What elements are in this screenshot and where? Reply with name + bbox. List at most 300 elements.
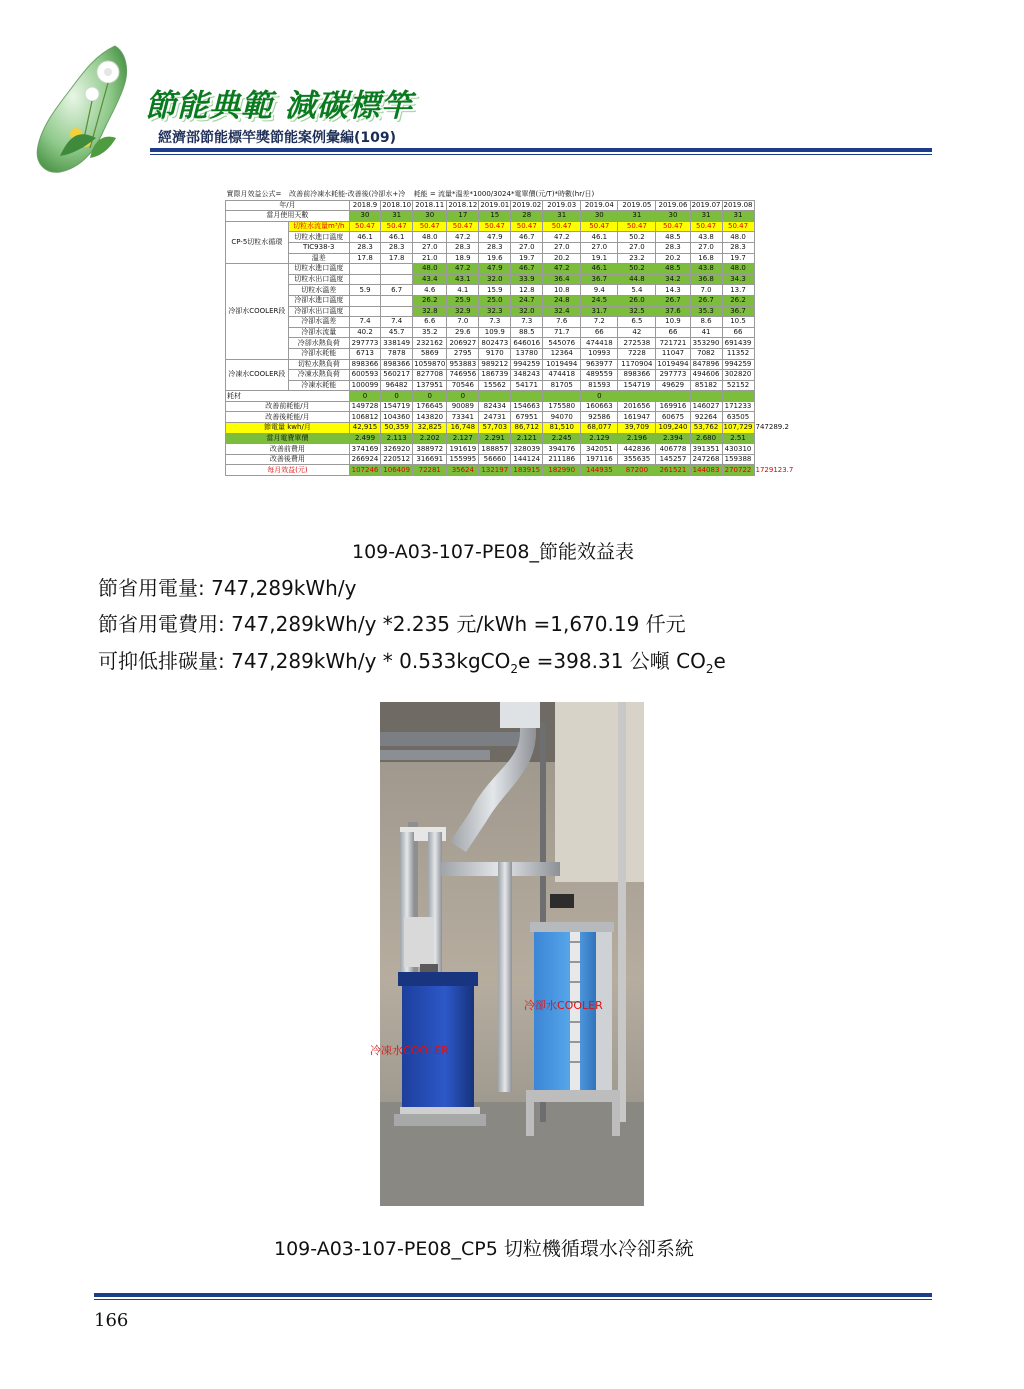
summary-cell: 32,825 bbox=[413, 423, 447, 434]
summary-cell: 68,077 bbox=[581, 423, 618, 434]
summary-cell: 92264 bbox=[690, 412, 722, 423]
data-cell: 24.8 bbox=[543, 295, 581, 306]
cooling-water-group-label: 冷卻水COOLER段 bbox=[226, 264, 289, 359]
data-cell: 16.8 bbox=[690, 253, 722, 264]
savings-spreadsheet bbox=[225, 190, 795, 476]
data-cell: 338149 bbox=[381, 338, 413, 349]
data-cell bbox=[349, 264, 380, 275]
data-cell: 6.7 bbox=[381, 285, 413, 296]
summary-cell: 72281 bbox=[413, 465, 447, 476]
row-label: 冷卻水流量 bbox=[288, 327, 349, 338]
data-cell: 27.0 bbox=[543, 242, 581, 253]
data-cell: 50.47 bbox=[581, 221, 618, 232]
data-cell: 600593 bbox=[349, 370, 380, 381]
data-cell: 48.0 bbox=[722, 232, 754, 243]
summary-cell: 154663 bbox=[511, 401, 543, 412]
data-cell: 26.2 bbox=[413, 295, 447, 306]
data-cell: 48.0 bbox=[722, 264, 754, 275]
empty-cell bbox=[754, 370, 795, 381]
summary-cell: 2.129 bbox=[581, 433, 618, 444]
data-cell: 1170904 bbox=[618, 359, 656, 370]
row-total bbox=[754, 412, 795, 423]
row-label: 切粒水進口溫度 bbox=[288, 264, 349, 275]
data-cell: 7.6 bbox=[543, 317, 581, 328]
data-cell: 17.8 bbox=[381, 253, 413, 264]
row-label: 切粒水進口溫度 bbox=[288, 232, 349, 243]
summary-cell: 106812 bbox=[349, 412, 380, 423]
data-cell: 154719 bbox=[618, 380, 656, 391]
summary-cell: 171233 bbox=[722, 401, 754, 412]
data-cell: 34.3 bbox=[722, 274, 754, 285]
data-cell: 25.9 bbox=[447, 295, 479, 306]
data-cell: 847896 bbox=[690, 359, 722, 370]
summary-cell: 92586 bbox=[581, 412, 618, 423]
data-cell: 28.3 bbox=[381, 242, 413, 253]
data-cell: 32.8 bbox=[413, 306, 447, 317]
data-cell bbox=[381, 306, 413, 317]
summary-label: 改善前耗能/月 bbox=[226, 401, 350, 412]
row-label: 切粒水熱負荷 bbox=[288, 359, 349, 370]
summary-cell: 145257 bbox=[656, 454, 690, 465]
data-cell: 85182 bbox=[690, 380, 722, 391]
summary-cell: 442836 bbox=[618, 444, 656, 455]
data-cell: 66 bbox=[656, 327, 690, 338]
data-cell: 100099 bbox=[349, 380, 380, 391]
data-cell: 81593 bbox=[581, 380, 618, 391]
summary-cell: 159388 bbox=[722, 454, 754, 465]
empty-cell bbox=[754, 200, 795, 211]
days-cell: 31 bbox=[618, 211, 656, 222]
data-cell: 232162 bbox=[413, 338, 447, 349]
data-cell: 20.2 bbox=[656, 253, 690, 264]
summary-cell: 106409 bbox=[381, 465, 413, 476]
data-cell: 5869 bbox=[413, 348, 447, 359]
empty-cell bbox=[754, 253, 795, 264]
photo-caption: 109-A03-107-PE08_CP5 切粒機循環水冷卻系統 bbox=[274, 1238, 694, 1260]
header-rule-thick bbox=[150, 148, 932, 152]
days-label: 當月使用天數 bbox=[226, 211, 350, 222]
saved-cost-line: 節省用電費用: 747,289kWh/y *2.235 元/kWh =1,670.19 仟元 bbox=[98, 612, 686, 636]
photo-label-right: 冷卻水COOLER bbox=[524, 999, 603, 1012]
data-cell bbox=[349, 306, 380, 317]
data-cell: 11352 bbox=[722, 348, 754, 359]
data-cell: 272538 bbox=[618, 338, 656, 349]
data-cell: 46.7 bbox=[511, 232, 543, 243]
data-cell: 9.4 bbox=[581, 285, 618, 296]
cooling-water-group-row bbox=[226, 317, 795, 328]
summary-label: 每月效益(元) bbox=[226, 465, 350, 476]
summary-cell: 326920 bbox=[381, 444, 413, 455]
data-cell: 11047 bbox=[656, 348, 690, 359]
summary-label: 當月電費單價 bbox=[226, 433, 350, 444]
data-cell: 474418 bbox=[581, 338, 618, 349]
summary-cell: 143820 bbox=[413, 412, 447, 423]
data-cell: 26.7 bbox=[656, 295, 690, 306]
data-cell: 47.2 bbox=[543, 232, 581, 243]
data-cell: 17.8 bbox=[349, 253, 380, 264]
summary-cell: 160663 bbox=[581, 401, 618, 412]
days-cell: 31 bbox=[690, 211, 722, 222]
summary-cell: 182990 bbox=[543, 465, 581, 476]
data-cell: 50.47 bbox=[447, 221, 479, 232]
data-cell: 27.0 bbox=[413, 242, 447, 253]
data-cell: 302820 bbox=[722, 370, 754, 381]
data-cell: 691439 bbox=[722, 338, 754, 349]
summary-cell: 175580 bbox=[543, 401, 581, 412]
summary-cell: 16,748 bbox=[447, 423, 479, 434]
data-cell: 43.8 bbox=[690, 232, 722, 243]
month-header-cell: 2019.04 bbox=[581, 200, 618, 211]
month-header-cell: 2019.05 bbox=[618, 200, 656, 211]
row-label: 切粒水溫差 bbox=[288, 285, 349, 296]
days-cell: 30 bbox=[656, 211, 690, 222]
summary-cell: 342051 bbox=[581, 444, 618, 455]
summary-row bbox=[226, 423, 795, 434]
cooling-water-group-row bbox=[226, 306, 795, 317]
data-cell: 43.8 bbox=[690, 264, 722, 275]
days-cell: 31 bbox=[381, 211, 413, 222]
summary-cell: 2.196 bbox=[618, 433, 656, 444]
empty-cell bbox=[754, 211, 795, 222]
summary-cell: 2.113 bbox=[381, 433, 413, 444]
summary-cell: 2.245 bbox=[543, 433, 581, 444]
row-total: 1729123.7 bbox=[755, 465, 794, 474]
data-cell: 7082 bbox=[690, 348, 722, 359]
data-cell: 4.6 bbox=[413, 285, 447, 296]
summary-cell: 2.51 bbox=[722, 433, 754, 444]
data-cell: 27.0 bbox=[618, 242, 656, 253]
summary-cell: 109,240 bbox=[656, 423, 690, 434]
data-cell: 109.9 bbox=[479, 327, 511, 338]
header-rule-thin bbox=[150, 154, 932, 155]
data-cell: 36.7 bbox=[581, 274, 618, 285]
empty-cell bbox=[754, 391, 795, 402]
month-header-cell: 2019.07 bbox=[691, 200, 721, 209]
summary-cell: 94070 bbox=[543, 412, 581, 423]
data-cell: 10.9 bbox=[656, 317, 690, 328]
summary-label: 改善後耗能/月 bbox=[226, 412, 350, 423]
data-cell: 746956 bbox=[447, 370, 479, 381]
summary-cell: 87200 bbox=[618, 465, 656, 476]
summary-cell: 107,729 bbox=[723, 423, 753, 432]
data-cell: 32.4 bbox=[543, 306, 581, 317]
data-cell: 28.3 bbox=[447, 242, 479, 253]
data-cell: 50.47 bbox=[479, 221, 511, 232]
data-cell: 50.47 bbox=[413, 221, 447, 232]
data-cell: 36.7 bbox=[722, 306, 754, 317]
data-cell: 32.3 bbox=[479, 306, 511, 317]
data-cell: 994259 bbox=[722, 359, 754, 370]
data-cell: 1059870 bbox=[414, 359, 446, 368]
data-cell: 26.2 bbox=[722, 295, 754, 306]
cooling-water-group-row bbox=[226, 327, 795, 338]
summary-cell: 155995 bbox=[447, 454, 479, 465]
data-cell: 5.4 bbox=[618, 285, 656, 296]
data-cell: 21.0 bbox=[413, 253, 447, 264]
data-cell: 45.7 bbox=[381, 327, 413, 338]
data-cell: 10.5 bbox=[722, 317, 754, 328]
summary-cell: 211186 bbox=[543, 454, 581, 465]
data-cell: 963977 bbox=[581, 359, 618, 370]
row-total bbox=[754, 444, 795, 455]
data-cell: 14.3 bbox=[656, 285, 690, 296]
formula-row bbox=[226, 190, 795, 200]
days-cell: 30 bbox=[349, 211, 380, 222]
cooling-water-group-row bbox=[226, 274, 795, 285]
taiwan-dandelion-logo bbox=[20, 38, 160, 178]
month-header-cell: 2019.01 bbox=[480, 200, 510, 209]
data-cell: 1019494 bbox=[657, 359, 689, 368]
month-header-row bbox=[226, 200, 795, 211]
cutting-water-group-row bbox=[226, 253, 795, 264]
row-label: 溫差 bbox=[288, 253, 349, 264]
data-cell: 13.7 bbox=[722, 285, 754, 296]
data-cell: 7.0 bbox=[447, 317, 479, 328]
empty-cell bbox=[754, 242, 795, 253]
data-cell: 48.5 bbox=[656, 264, 690, 275]
data-cell: 31.7 bbox=[581, 306, 618, 317]
data-cell: 6.5 bbox=[618, 317, 656, 328]
summary-cell: 63505 bbox=[722, 412, 754, 423]
summary-row bbox=[226, 444, 795, 455]
data-cell: 37.6 bbox=[656, 306, 690, 317]
empty-cell bbox=[754, 295, 795, 306]
carbon-reduction-line bbox=[98, 645, 726, 676]
row-label: 冷凍水耗能 bbox=[288, 380, 349, 391]
data-cell: 54171 bbox=[511, 380, 543, 391]
data-cell: 898366 bbox=[381, 359, 413, 370]
data-cell: 48.0 bbox=[413, 232, 447, 243]
carbon-line-suffix: e bbox=[713, 649, 726, 673]
summary-label: 節電量 kwh/月 bbox=[226, 423, 350, 434]
summary-cell: 2.291 bbox=[479, 433, 511, 444]
data-cell: 474418 bbox=[543, 370, 581, 381]
month-header-cell: 2018.10 bbox=[382, 200, 412, 209]
data-cell bbox=[381, 274, 413, 285]
summary-cell: 50,359 bbox=[381, 423, 413, 434]
data-cell: 41 bbox=[690, 327, 722, 338]
data-cell: 206927 bbox=[447, 338, 479, 349]
summary-cell: 149728 bbox=[349, 401, 380, 412]
data-cell: 27.0 bbox=[511, 242, 543, 253]
month-header-cell: 2018.11 bbox=[413, 200, 447, 211]
formula-text-right: 耗能 = 流量*溫差*1000/3024*電單價(元/T)*時數(hr/日) bbox=[413, 190, 595, 199]
row-total bbox=[754, 454, 795, 465]
data-cell: 47.2 bbox=[447, 232, 479, 243]
data-cell: 27.0 bbox=[581, 242, 618, 253]
days-cell: 17 bbox=[447, 211, 479, 222]
formula-text-left: 改善前冷凍水耗能-改善後(冷卻水+冷 bbox=[289, 190, 406, 199]
summary-cell: 107246 bbox=[349, 465, 380, 476]
data-cell: 23.2 bbox=[618, 253, 656, 264]
empty-cell bbox=[754, 232, 795, 243]
row-label: 冷卻水耗能 bbox=[288, 348, 349, 359]
data-cell: 489559 bbox=[581, 370, 618, 381]
data-cell: 28.3 bbox=[722, 242, 754, 253]
formula-label: 實際月效益公式= bbox=[226, 190, 282, 199]
row-label: 切粒水出口溫度 bbox=[288, 274, 349, 285]
data-cell: 50.47 bbox=[349, 221, 380, 232]
empty-cell bbox=[754, 274, 795, 285]
data-cell: 35.3 bbox=[690, 306, 722, 317]
data-cell: 15562 bbox=[479, 380, 511, 391]
misc-cell: 0 bbox=[381, 391, 413, 402]
empty-cell bbox=[754, 306, 795, 317]
data-cell: 47.9 bbox=[479, 232, 511, 243]
data-cell: 5.9 bbox=[349, 285, 380, 296]
row-label: 冷凍水熱負荷 bbox=[288, 370, 349, 381]
data-cell: 50.47 bbox=[656, 221, 690, 232]
data-cell: 50.2 bbox=[618, 264, 656, 275]
summary-cell: 24731 bbox=[479, 412, 511, 423]
data-cell: 297773 bbox=[349, 338, 380, 349]
data-cell: 42 bbox=[618, 327, 656, 338]
chilled-water-group-label: 冷凍水COOLER段 bbox=[226, 359, 289, 391]
data-cell: 50.47 bbox=[381, 221, 413, 232]
summary-row bbox=[226, 454, 795, 465]
data-cell: 32.9 bbox=[447, 306, 479, 317]
data-cell: 6.6 bbox=[413, 317, 447, 328]
month-header-cell: 2019.03 bbox=[543, 200, 581, 211]
page-number: 166 bbox=[94, 1310, 129, 1331]
chilled-water-group-row bbox=[226, 359, 795, 370]
month-header-cell: 2019.06 bbox=[656, 200, 690, 211]
data-cell: 46.1 bbox=[349, 232, 380, 243]
misc-cell bbox=[543, 391, 581, 402]
summary-cell: 53,762 bbox=[690, 423, 722, 434]
summary-cell: 391351 bbox=[690, 444, 722, 455]
summary-cell: 2.202 bbox=[413, 433, 447, 444]
summary-cell: 39,709 bbox=[618, 423, 656, 434]
summary-cell: 247268 bbox=[690, 454, 722, 465]
summary-cell: 60675 bbox=[656, 412, 690, 423]
data-cell bbox=[381, 295, 413, 306]
data-cell: 19.7 bbox=[511, 253, 543, 264]
data-cell: 34.2 bbox=[656, 274, 690, 285]
data-cell: 43.1 bbox=[447, 274, 479, 285]
cutting-water-group-label: CP-5切粒水循環 bbox=[226, 221, 289, 263]
summary-cell: 270722 bbox=[722, 465, 754, 476]
data-cell: 50.47 bbox=[690, 221, 722, 232]
cooling-water-group-row bbox=[226, 338, 795, 349]
empty-cell bbox=[754, 264, 795, 275]
data-cell: 560217 bbox=[381, 370, 413, 381]
data-cell: 48.5 bbox=[656, 232, 690, 243]
summary-row bbox=[226, 465, 795, 476]
misc-cell bbox=[656, 391, 690, 402]
data-cell: 70546 bbox=[447, 380, 479, 391]
data-cell: 19.1 bbox=[581, 253, 618, 264]
misc-cell: 0 bbox=[349, 391, 380, 402]
summary-cell: 104360 bbox=[381, 412, 413, 423]
data-cell: 47.2 bbox=[543, 264, 581, 275]
data-cell: 6713 bbox=[349, 348, 380, 359]
data-cell: 40.2 bbox=[349, 327, 380, 338]
summary-cell: 86,712 bbox=[511, 423, 543, 434]
data-cell: 48.0 bbox=[413, 264, 447, 275]
misc-row bbox=[226, 391, 795, 402]
data-cell: 7.4 bbox=[381, 317, 413, 328]
data-cell: 66 bbox=[581, 327, 618, 338]
summary-cell: 266924 bbox=[349, 454, 380, 465]
summary-cell: 2.121 bbox=[511, 433, 543, 444]
data-cell: 88.5 bbox=[511, 327, 543, 338]
summary-cell: 67951 bbox=[511, 412, 543, 423]
misc-cell bbox=[618, 391, 656, 402]
data-cell: 46.1 bbox=[381, 232, 413, 243]
misc-cell: 0 bbox=[413, 391, 447, 402]
misc-label: 耗材 bbox=[226, 391, 350, 402]
data-cell: 802473 bbox=[479, 338, 511, 349]
carbon-line-sub1: 2 bbox=[510, 662, 519, 676]
data-cell: 7.3 bbox=[479, 317, 511, 328]
summary-label: 改善後費用 bbox=[226, 454, 350, 465]
data-cell: 10993 bbox=[581, 348, 618, 359]
summary-cell: 197116 bbox=[581, 454, 618, 465]
days-cell: 31 bbox=[543, 211, 581, 222]
summary-cell: 35624 bbox=[447, 465, 479, 476]
data-cell: 494606 bbox=[690, 370, 722, 381]
data-cell: 24.7 bbox=[511, 295, 543, 306]
days-cell: 30 bbox=[581, 211, 618, 222]
summary-cell: 169916 bbox=[656, 401, 690, 412]
data-cell: 28.3 bbox=[656, 242, 690, 253]
month-header-cell: 2019.08 bbox=[723, 200, 753, 209]
data-cell: 32.0 bbox=[479, 274, 511, 285]
data-cell: 28.3 bbox=[349, 242, 380, 253]
data-cell: 50.47 bbox=[722, 221, 754, 232]
carbon-line-prefix: 可抑低排碳量: 747,289kWh/y * 0.533kgCO bbox=[98, 649, 511, 673]
summary-label: 改善前費用 bbox=[226, 444, 350, 455]
data-cell bbox=[349, 274, 380, 285]
energy-savings-table bbox=[225, 190, 795, 476]
summary-cell: 132197 bbox=[479, 465, 511, 476]
row-total bbox=[754, 401, 795, 412]
data-cell: 49629 bbox=[656, 380, 690, 391]
chilled-water-group-row bbox=[226, 370, 795, 381]
summary-cell: 316691 bbox=[413, 454, 447, 465]
row-total bbox=[754, 433, 795, 444]
summary-cell: 430310 bbox=[722, 444, 754, 455]
summary-cell: 73341 bbox=[447, 412, 479, 423]
summary-cell: 144935 bbox=[581, 465, 618, 476]
data-cell: 44.8 bbox=[618, 274, 656, 285]
misc-cell: 0 bbox=[581, 391, 618, 402]
summary-cell: 82434 bbox=[479, 401, 511, 412]
summary-cell: 355635 bbox=[618, 454, 656, 465]
row-label: 切粒水流量m³/h bbox=[288, 221, 349, 232]
data-cell: 1019494 bbox=[543, 359, 581, 370]
summary-cell: 188857 bbox=[479, 444, 511, 455]
days-row bbox=[226, 211, 795, 222]
data-cell: 137951 bbox=[413, 380, 447, 391]
cooling-water-group-row bbox=[226, 295, 795, 306]
misc-cell: 0 bbox=[447, 391, 479, 402]
data-cell: 35.2 bbox=[413, 327, 447, 338]
misc-cell bbox=[479, 391, 511, 402]
data-cell: 20.2 bbox=[543, 253, 581, 264]
chilled-water-group-row bbox=[226, 380, 795, 391]
data-cell: 348243 bbox=[511, 370, 543, 381]
misc-cell bbox=[690, 391, 722, 402]
month-header-cell: 2018.9 bbox=[349, 200, 380, 211]
empty-cell bbox=[754, 285, 795, 296]
days-cell: 30 bbox=[413, 211, 447, 222]
data-cell: 545076 bbox=[543, 338, 581, 349]
summary-cell: 201656 bbox=[618, 401, 656, 412]
data-cell: 50.47 bbox=[511, 221, 543, 232]
summary-cell: 81,510 bbox=[543, 423, 581, 434]
